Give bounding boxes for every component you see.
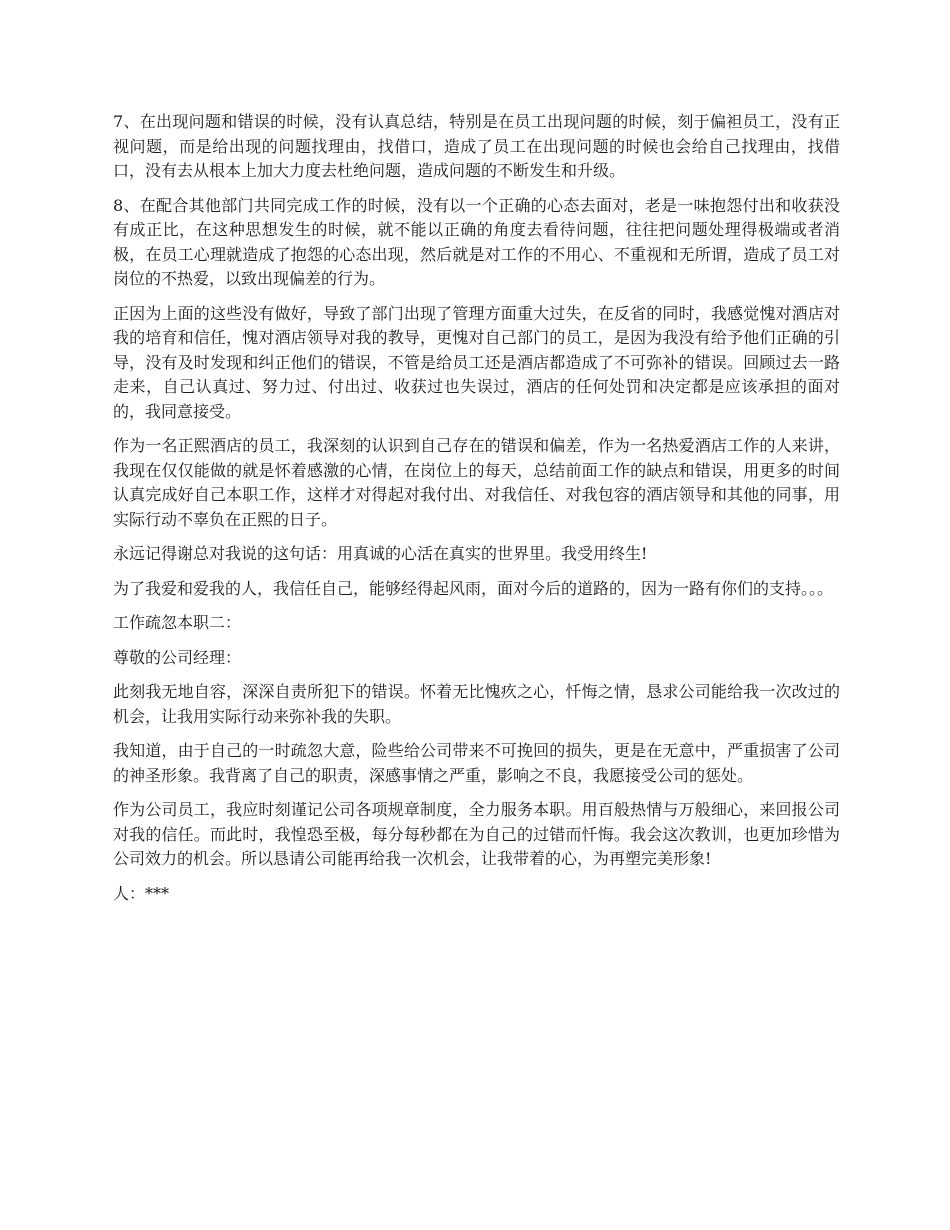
paragraph-thanks: 为了我爱和爱我的人，我信任自己，能够经得起风雨，面对今后的道路的，因为一路有你们的支持。。。 xyxy=(113,578,834,598)
paragraph-commitment: 作为一名正熙酒店的员工，我深刻的认识到自己存在的错误和偏差，作为一名热爱酒店工作的人来讲，我现在仅仅能做的就是怀着感激的心情，在岗位上的每天，总结前面工作的缺点和错误，用更多的时间认真完成好自己本职工作，这样才对得起对我付出、对我信任、对我包容的酒店领导和其他的同事，用实际行动不辜负在正熙的日子。 xyxy=(113,436,840,529)
document-page xyxy=(113,110,840,916)
paragraph-reflection: 正因为上面的这些没有做好，导致了部门出现了管理方面重大过失，在反省的同时，我感觉愧对酒店对我的培育和信任，愧对酒店领导对我的教导，更愧对自己部门的员工，是因为我没有给予他们正确的引导，没有及时发现和纠正他们的错误，不管是给员工还是酒店都造成了不可弥补的错误。回顾过去一路走来，自己认真过、努力过、付出过、收获过也失误过，酒店的任何处罚和决定都是应该承担的面对的，我同意接受。 xyxy=(113,303,840,421)
section-heading: 工作疏忽本职二： xyxy=(113,613,242,632)
paragraph-item-7-problems: 7、在出现问题和错误的时候，没有认真总结，特别是在员工出现问题的时候，刻于偏袒员工，没有正视问题，而是给出现的问题找理由，找借口，造成了员工在出现问题的时候也会给自己找理由，找借口，没有去从根本上加大力度去杜绝问题，造成问题的不断发生和升级。 xyxy=(113,112,840,180)
paragraph-pledge: 作为公司员工，我应时刻谨记公司各项规章制度，全力服务本职。用百般热情与万般细心，来回报公司对我的信任。而此时，我惶恐至极，每分每秒都在为自己的过错而忏悔。我会这次教训，也更加珍惜为公司效力的机会。所以恳请公司能再给我一次机会，让我带着的心，为再塑完美形象! xyxy=(113,800,840,868)
paragraph-acknowledgement: 我知道，由于自己的一时疏忽大意，险些给公司带来不可挽回的损失，更是在无意中，严重损害了公司的神圣形象。我背离了自己的职责，深感事情之严重，影响之不良，我愿接受公司的惩处。 xyxy=(113,741,840,785)
signature: 人：*** xyxy=(113,883,170,903)
paragraph-quote: 永远记得谢总对我说的这句话：用真诚的心活在真实的世界里。我受用终生! xyxy=(113,544,648,563)
salutation: 尊敬的公司经理： xyxy=(113,647,242,667)
paragraph-apology: 此刻我无地自容，深深自责所犯下的错误。怀着无比愧疚之心，忏悔之情，恳求公司能给我一次改过的机会，让我用实际行动来弥补我的失职。 xyxy=(113,682,840,726)
paragraph-item-8-cooperation: 8、在配合其他部门共同完成工作的时候，没有以一个正确的心态去面对，老是一味抱怨付出和收获没有成正比，在这种思想发生的时候，就不能以正确的角度去看待问题，往往把问题处理得极端或者消极，在员工心理就造成了抱怨的心态出现，然后就是对工作的不用心、不重视和无所谓，造成了员工对岗位的不热爱，以致出现偏差的行为。 xyxy=(113,195,840,288)
